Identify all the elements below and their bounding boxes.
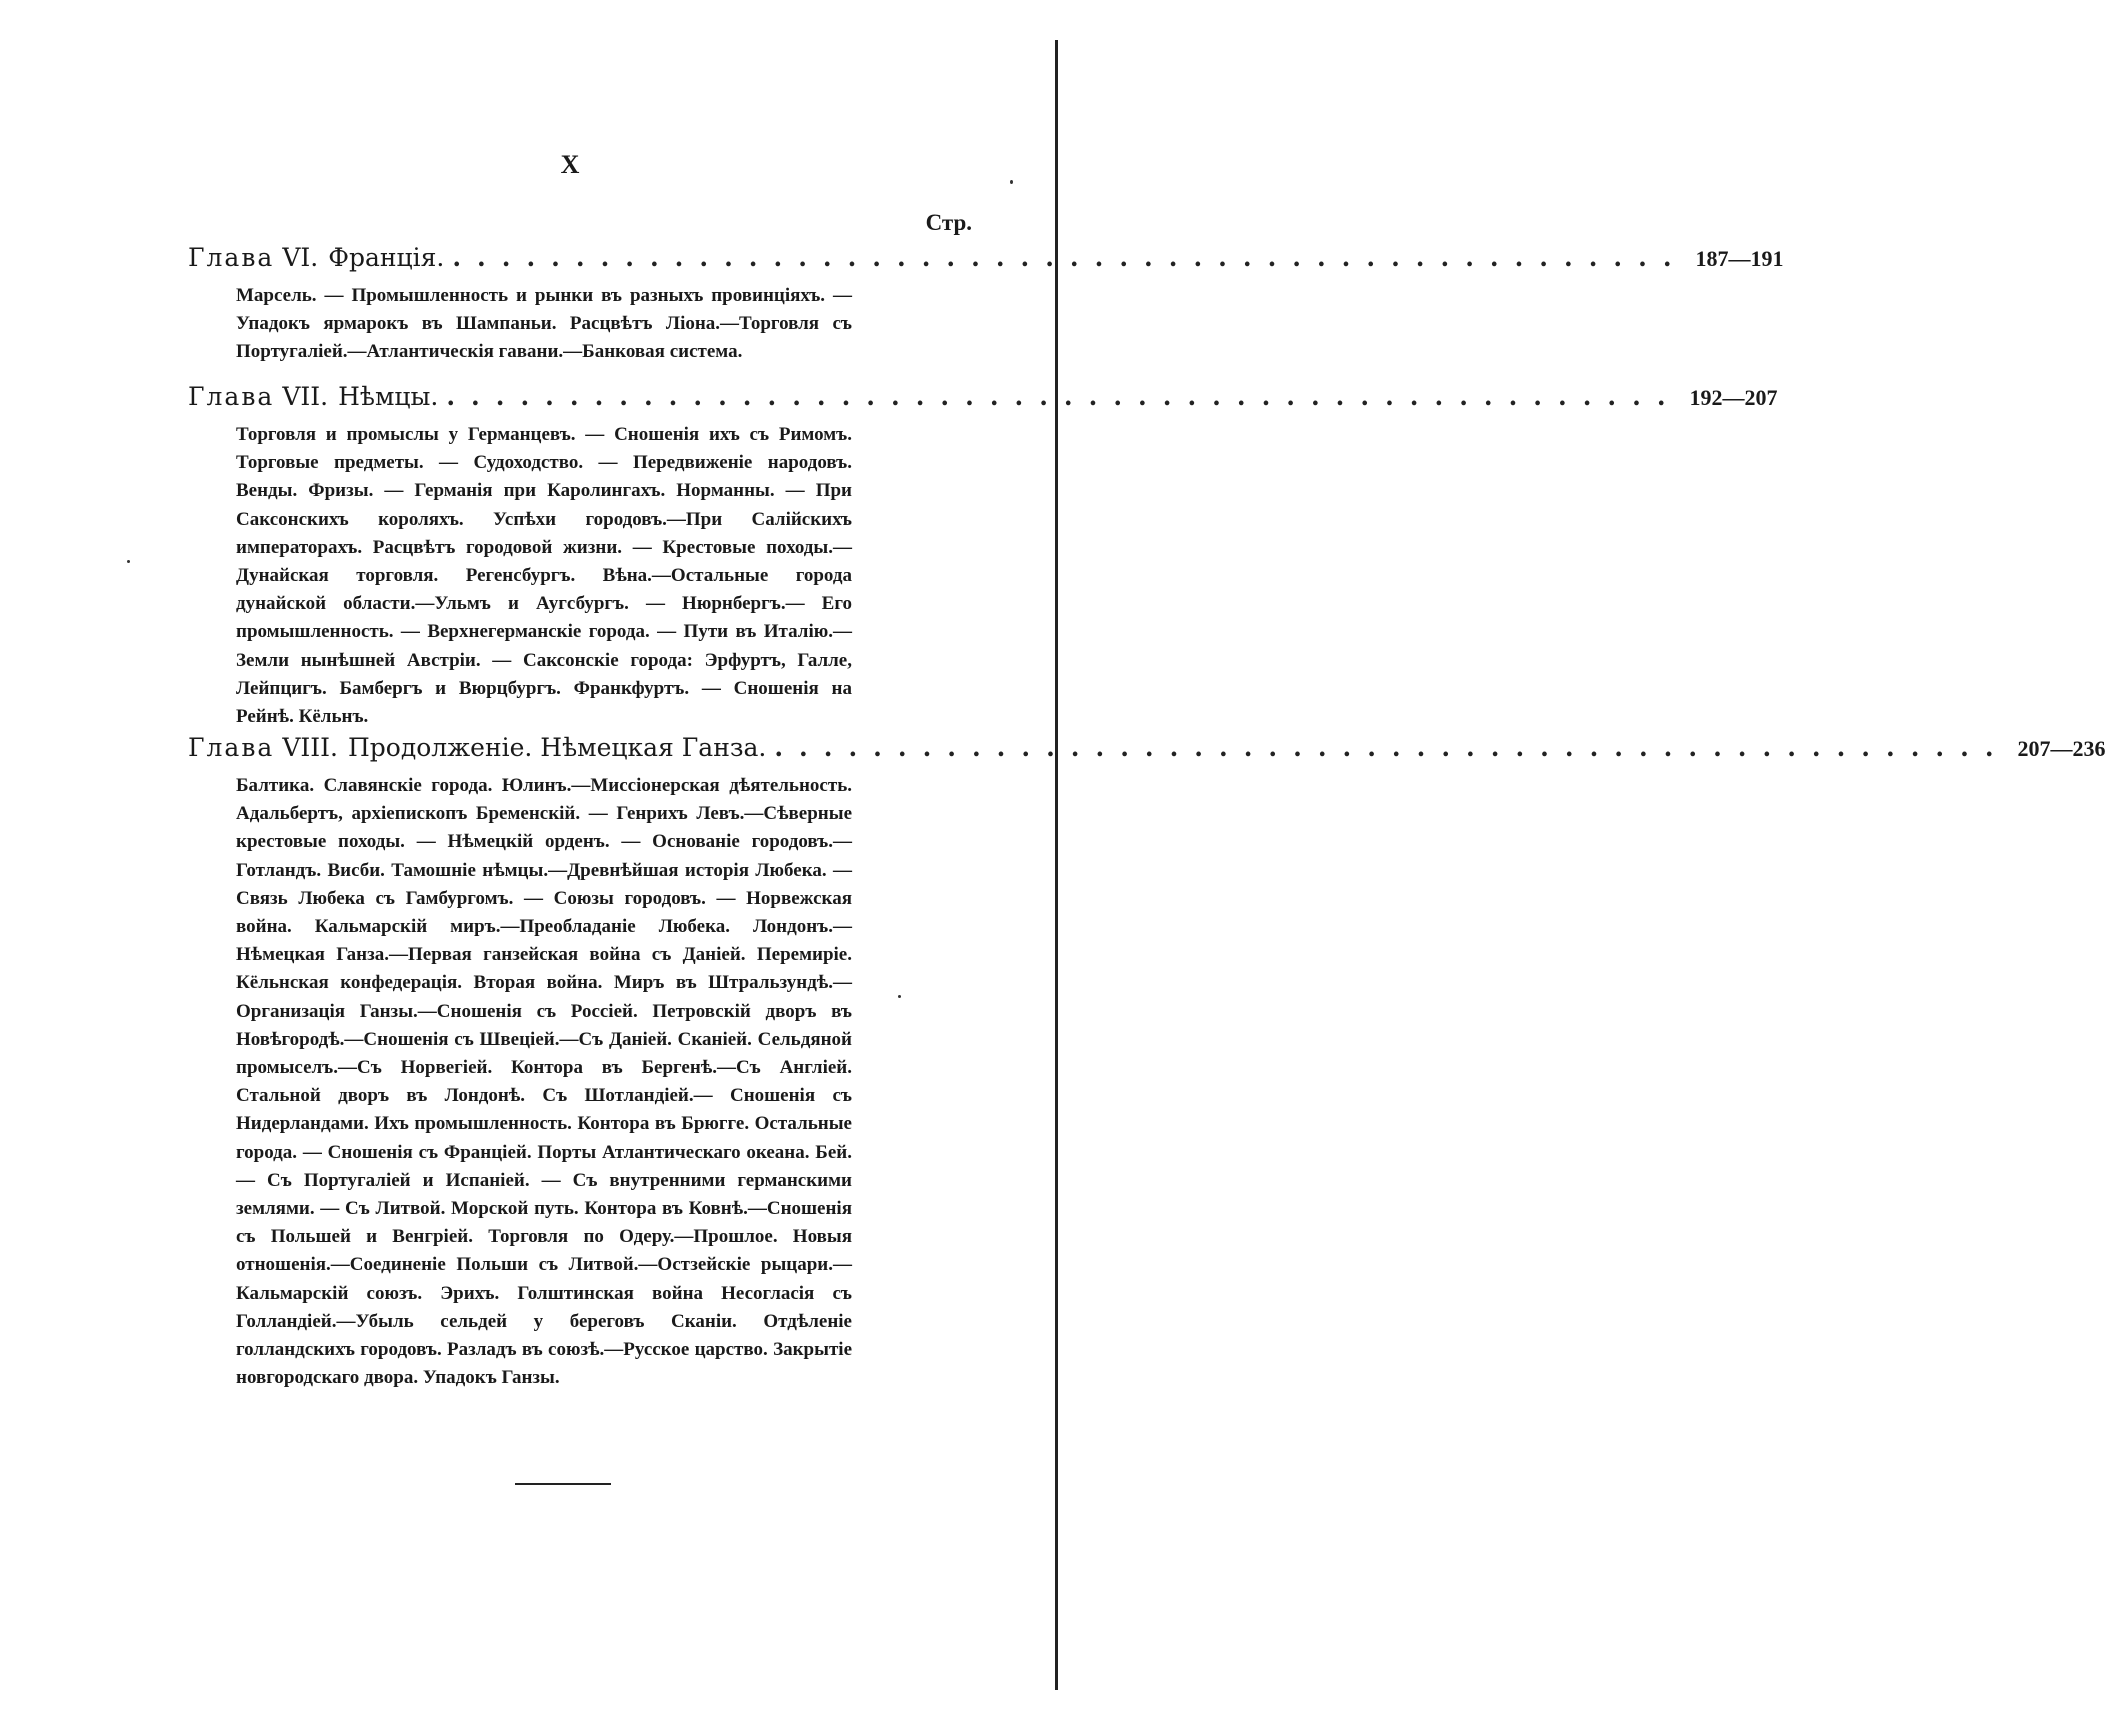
chapter-title: Нѣмцы. [338,382,439,411]
leader-dots: .................................................. [452,243,1688,272]
chapter-summary: Марсель. — Промышленность и рынки въ разныхъ провинціяхъ. — Упадокъ ярмарокъ въ Шампаньи. Расцвѣтъ Ліона.—Торговля съ Португаліей.—Атлантическія гавани.—Банковая система. [236,285,852,363]
chapter-heading [188,382,1778,411]
chapter-entry-8 [188,733,2106,1392]
chapter-number: VIII. [282,733,338,762]
chapter-heading [188,733,2106,762]
chapter-label: Глава [188,382,275,411]
chapter-label: Глава [188,243,275,272]
page-number: X [560,150,580,179]
chapter-number: VI. [282,243,319,272]
leader-dots: .................................................. [446,382,1682,411]
chapter-pages: 207—236 [2017,736,2106,761]
chapter-label: Глава [188,733,275,762]
chapter-number: VII. [282,382,329,411]
chapter-summary: Балтика. Славянскіе города. Юлинъ.—Миссіонерская дѣятельность. Адальбертъ, архіепископъ Бременскій. — Генрихъ Левъ.—Сѣверные крестовые походы. — Нѣмецкій орденъ. — Основаніе городовъ.—Готландъ. Висби. Тамошніе нѣмцы.—Древнѣйшая исторія Любека. — Связь Любека съ Гамбургомъ. — Союзы городовъ. — Норвежская война. Кальмарскій миръ.—Преобладаніе Любека. Лондонъ.— Нѣмецкая Ганза.—Первая ганзейская война съ Даніей. Перемиріе. Кёльнская конфедерація. Вторая война. Миръ въ Штральзундѣ.—Организація Ганзы.—Сношенія съ Россіей. Петровскій дворъ въ Новѣгородѣ.—Сношенія съ Швеціей.—Съ Даніей. Сканіей. Сельдяной промыселъ.—Съ Норвегіей. Контора въ Бергенѣ.—Съ Англіей. Стальной дворъ въ Лондонѣ. Съ Шотландіей.— Сношенія съ Нидерландами. Ихъ промышленность. Контора въ Брюгге. Остальные города. — Сношенія съ Франціей. Порты Атлантическаго океана. Бей. — Съ Португаліей и Испаніей. — Съ внутренними германскими землями. — Съ Литвой. Морской путь. Контора въ Ковнѣ.—Сношенія съ Польшей и Венгріей. Торговля по Одеру.—Прошлое. Новыя отношенія.—Соединеніе Польши съ Литвой.—Остзейскіе рыцари.—Кальмарскій союзъ. Эрихъ. Голштинская война Несогласія съ Голландіей.—Убыль сельдей у береговъ Сканіи. Отдѣленіе голландскихъ городовъ. Разладъ въ союзѣ.—Русское царство. Закрытіе новгородскаго двора. Упадокъ Ганзы. [236,775,852,1389]
chapter-summary: Торговля и промыслы у Германцевъ. — Сношенія ихъ съ Римомъ. Торговые предметы. — Судоходство. — Передвиженіе народовъ. Венды. Фризы. — Германія при Каролингахъ. Норманны. — При Саксонскихъ короляхъ. Успѣхи городовъ.—При Салійскихъ императорахъ. Расцвѣтъ городовой жизни. — Крестовые походы.—Дунайская торговля. Регенсбургъ. Вѣна.—Остальные города дунайской области.—Ульмъ и Аугсбургъ. — Нюрнбергъ.— Его промышленность. — Верхнегерманскіе города. — Пути въ Италію.— Земли нынѣшней Австріи. — Саксонскіе города: Эрфуртъ, Галле, Лейпцигъ. Бамбергъ и Вюрцбургъ. Франкфуртъ. — Сношенія на Рейнѣ. Кёльнъ. [236,424,852,728]
scan-speck [1010,180,1013,184]
bottom-rule [515,1483,611,1485]
page-column-label: Стр. [925,210,972,235]
chapter-heading [188,243,1784,272]
chapter-pages: 192—207 [1689,385,1778,410]
chapter-pages: 187—191 [1695,246,1784,271]
chapter-entry-7 [188,382,1778,731]
chapter-entry-6 [188,243,1784,367]
leader-dots: .................................................. [774,733,2010,762]
scan-speck [127,560,130,563]
chapter-title: Продолженіе. Нѣмецкая Ганза. [347,733,767,762]
chapter-title: Франція. [328,243,445,272]
scan-edge-line [1055,40,1058,1690]
